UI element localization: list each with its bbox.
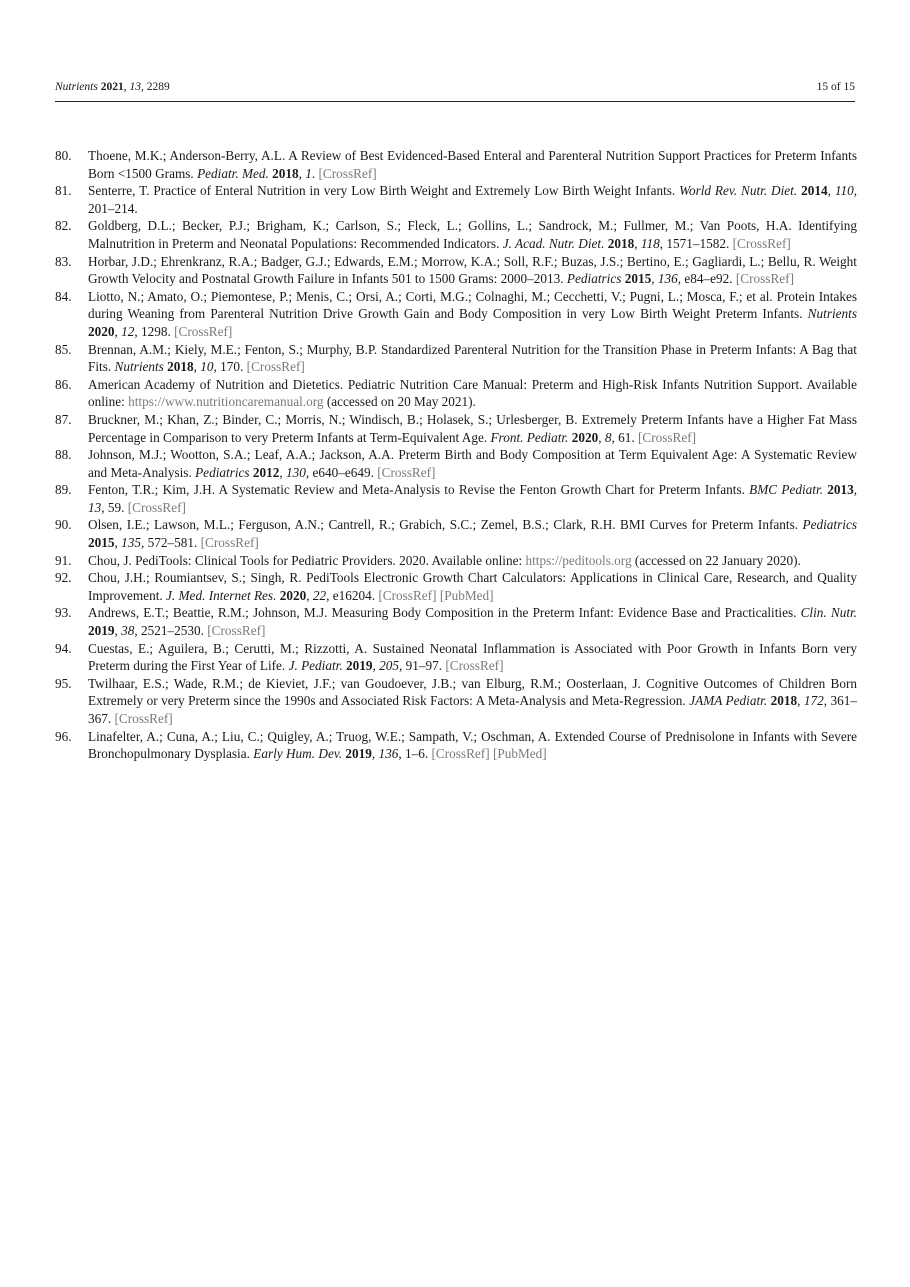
journal-title: 10: [200, 359, 214, 375]
article-number: 2289: [146, 81, 170, 93]
reference-fragment: , 59.: [101, 499, 128, 515]
reference-fragment: Chou, J. PediTools: Clinical Tools for Pediatric Providers. 2020. Available online:: [88, 552, 526, 568]
reference-number: 96.: [55, 728, 72, 744]
reference-link[interactable]: [CrossRef]: [377, 464, 436, 480]
reference-fragment: Twilhaar, E.S.; Wade, R.M.; de Kieviet, J.F.; van Goudoever, J.B.; van Elburg, R.M.; Oosterlaan, J. Cognitive Outcomes of Children Born Extremely or very Preterm since the 1990s and Associated Risk Factors: A Meta-Analysis and Meta-Regression.: [88, 675, 857, 709]
reference-fragment: Bruckner, M.; Khan, Z.; Binder, C.; Morris, N.; Windisch, B.; Holasek, S.; Urlesberger, B. Extremely Preterm Infants have a Higher Fat Mass Percentage in Comparison to very Preterm Infants at Term-Equivalent Age.: [88, 411, 857, 445]
reference-number: 80.: [55, 148, 72, 163]
journal-title: Pediatr. Med.: [197, 165, 269, 181]
publication-year: 2020: [88, 323, 115, 339]
publication-year: 2013: [827, 482, 854, 498]
reference-item: [55, 217, 857, 252]
reference-number: 92.: [55, 570, 72, 586]
publication-year: 2012: [252, 464, 280, 480]
reference-text: [88, 516, 857, 551]
journal-title: 172: [803, 693, 824, 709]
publication-year: 2018: [272, 165, 299, 181]
reference-fragment: ,: [853, 482, 858, 498]
journal-title: Pediatrics: [802, 517, 857, 533]
reference-fragment: Brennan, A.M.; Kiely, M.E.; Fenton, S.; Murphy, B.P. Standardized Parenteral Nutrition for the Transition Phase in Preterm Infants: A Bag that Fits.: [88, 341, 857, 375]
reference-fragment: Andrews, E.T.; Beattie, R.M.; Johnson, M.J. Measuring Body Composition in the Preterm Infant: Evidence Base and Practicalities.: [88, 605, 801, 621]
reference-item: [55, 728, 857, 763]
journal-year: 2021: [100, 81, 124, 93]
reference-text: [88, 411, 857, 446]
journal-title: BMC Pediatr.: [749, 482, 823, 498]
publication-year: 2019: [88, 623, 115, 639]
reference-item: [55, 411, 857, 446]
reference-item: [55, 552, 857, 570]
reference-fragment: , e640–e649.: [305, 464, 378, 480]
reference-fragment: , 361–367.: [88, 693, 858, 726]
reference-fragment: ,: [634, 235, 641, 251]
reference-fragment: Cuestas, E.; Aguilera, B.; Cerutti, M.; Rizzotti, A. Sustained Neonatal Inflammation is Associated with Poor Growth in Infants Born very Preterm during the First Year of Life.: [88, 640, 857, 674]
reference-fragment: ,: [114, 623, 122, 639]
reference-fragment: , 91–97.: [398, 658, 446, 674]
reference-fragment: ,: [827, 183, 835, 199]
journal-title: 38: [121, 623, 135, 639]
reference-number: 89.: [55, 482, 72, 498]
reference-number: 86.: [55, 376, 72, 392]
reference-number: 95.: [55, 675, 72, 691]
publication-year: 2020: [571, 429, 599, 445]
publication-year: 2014: [801, 183, 828, 199]
reference-number: 87.: [55, 411, 72, 427]
reference-fragment: (accessed on 22 January 2020).: [631, 552, 801, 568]
reference-text: [88, 341, 857, 376]
reference-fragment: ,: [306, 587, 313, 603]
reference-item: [55, 640, 857, 675]
reference-item: [55, 675, 857, 728]
journal-title: 118: [640, 235, 660, 251]
reference-fragment: ,: [372, 658, 380, 674]
reference-fragment: American Academy of Nutrition and Dietetics. Pediatric Nutrition Care Manual: Preterm and High-Risk Infants Nutrition Support. Available online:: [88, 376, 857, 410]
reference-text: [88, 728, 857, 763]
reference-fragment: , 1571–1582.: [659, 235, 733, 251]
journal-title: 136: [657, 271, 678, 287]
journal-title: 8: [604, 429, 612, 445]
reference-link[interactable]: [CrossRef]: [114, 711, 173, 726]
reference-fragment: , 201–214.: [88, 183, 858, 216]
reference-link[interactable]: [CrossRef]: [318, 165, 377, 181]
journal-volume: 13: [129, 81, 141, 93]
reference-text: [88, 147, 857, 182]
reference-link[interactable]: [PubMed]: [492, 746, 547, 762]
reference-item: [55, 341, 857, 376]
reference-text: [88, 253, 857, 288]
journal-title: World Rev. Nutr. Diet.: [679, 183, 798, 199]
reference-fragment: ,: [193, 359, 201, 375]
reference-fragment: , 1–6.: [398, 746, 432, 762]
reference-fragment: Horbar, J.D.; Ehrenkranz, R.A.; Badger, G.J.; Edwards, E.M.; Morrow, K.A.; Soll, R.F.; Buzas, J.S.; Bertino, E.; Gagliardi, L.; Bellu, R. Weight Growth Velocity and Postnatal Growth Failure in Infants 501 to 1500 Grams: 2000–2013.: [88, 253, 857, 287]
reference-number: 93.: [55, 605, 72, 621]
reference-text: [88, 376, 857, 411]
journal-title: 135: [121, 535, 141, 551]
reference-link[interactable]: [PubMed]: [439, 587, 494, 603]
publication-year: 2015: [88, 535, 115, 551]
reference-fragment: ,: [651, 271, 658, 287]
header-rule: [55, 101, 855, 102]
reference-text: [88, 288, 857, 341]
reference-fragment: Fenton, T.R.; Kim, J.H. A Systematic Review and Meta-Analysis to Revise the Fenton Growth Chart for Preterm Infants.: [88, 482, 750, 498]
reference-fragment: , 61.: [611, 429, 638, 445]
journal-title: 12: [121, 323, 135, 339]
journal-title: 110: [834, 183, 854, 199]
reference-text: [88, 481, 857, 516]
publication-year: 2018: [167, 359, 194, 375]
reference-link[interactable]: [CrossRef]: [246, 359, 305, 375]
publication-year: 2018: [770, 693, 798, 709]
reference-fragment: , 2521–2530.: [134, 623, 208, 639]
reference-link[interactable]: [CrossRef]: [207, 623, 266, 639]
reference-item: [55, 481, 857, 516]
journal-title: Clin. Nutr.: [800, 605, 857, 621]
reference-number: 91.: [55, 552, 72, 568]
journal-title: 13: [88, 499, 102, 515]
reference-fragment: ,: [114, 323, 122, 339]
reference-item: [55, 147, 857, 182]
journal-title: Front. Pediatr.: [490, 429, 569, 445]
reference-fragment: ,: [598, 429, 605, 445]
reference-text: [88, 446, 857, 481]
reference-item: [55, 569, 857, 604]
reference-fragment: Senterre, T. Practice of Enteral Nutrition in very Low Birth Weight and Extremely Low Birth Weight Infants.: [88, 183, 680, 199]
journal-name: Nutrients: [55, 81, 98, 93]
publication-year: 2020: [279, 587, 307, 603]
reference-fragment: ,: [797, 693, 804, 709]
journal-citation: Nutrients 2021, 13, 2289: [55, 81, 170, 93]
publication-year: 2019: [345, 746, 372, 762]
reference-text: [88, 675, 857, 728]
reference-item: [55, 288, 857, 341]
reference-fragment: , 1298.: [134, 323, 175, 339]
reference-item: [55, 253, 857, 288]
reference-item: [55, 446, 857, 481]
journal-title: 130: [286, 464, 306, 480]
reference-fragment: , 572–581.: [141, 535, 201, 551]
journal-title: Nutrients: [807, 306, 857, 322]
reference-fragment: (accessed on 20 May 2021).: [323, 394, 476, 410]
reference-link[interactable]: [CrossRef]: [732, 235, 791, 251]
reference-fragment: Chou, J.H.; Roumiantsev, S.; Singh, R. PediTools Electronic Growth Chart Calculators: Applications in Clinical Care, Research, and Quality Improvement.: [88, 570, 857, 603]
reference-number: 88.: [55, 447, 72, 463]
reference-fragment: ,: [371, 746, 379, 762]
reference-item: [55, 376, 857, 411]
reference-number: 84.: [55, 288, 72, 304]
page-number: 15 of 15: [816, 81, 855, 93]
reference-number: 90.: [55, 517, 72, 533]
reference-item: [55, 182, 857, 217]
reference-fragment: .: [311, 165, 319, 181]
reference-list: [55, 147, 857, 763]
journal-title: 22: [312, 587, 327, 603]
reference-link[interactable]: [CrossRef]: [445, 658, 504, 674]
reference-link[interactable]: [CrossRef]: [200, 535, 259, 551]
reference-fragment: ,: [279, 464, 286, 480]
reference-text: [88, 569, 857, 604]
reference-number: 81.: [55, 183, 72, 199]
reference-number: 83.: [55, 253, 72, 269]
reference-text: [88, 182, 857, 217]
journal-title: J. Acad. Nutr. Diet.: [502, 235, 605, 251]
reference-fragment: , e84–e92.: [677, 271, 736, 287]
publication-year: 2018: [607, 235, 635, 251]
publication-year: 2015: [624, 271, 652, 287]
publication-year: 2019: [345, 658, 373, 674]
reference-link[interactable]: [CrossRef]: [174, 323, 233, 339]
journal-title: 136: [378, 746, 399, 762]
reference-link[interactable]: https://www.nutritioncaremanual.org: [128, 394, 324, 410]
reference-link[interactable]: https://peditools.org: [525, 552, 632, 568]
journal-title: JAMA Pediatr.: [689, 693, 768, 709]
reference-fragment: ,: [114, 535, 122, 551]
journal-title: J. Med. Internet Res.: [166, 587, 277, 603]
reference-fragment: Linafelter, A.; Cuna, A.; Liu, C.; Quigley, A.; Truog, W.E.; Sampath, V.; Oschman, A. Extended Course of Prednisolone in Infants with Severe Bronchopulmonary Dysplasia.: [88, 728, 857, 762]
reference-fragment: Olsen, I.E.; Lawson, M.L.; Ferguson, A.N.; Cantrell, R.; Grabich, S.C.; Zemel, B.S.; Clark, R.H. BMI Curves for Preterm Infants.: [88, 517, 803, 533]
reference-number: 82.: [55, 218, 72, 234]
journal-title: Early Hum. Dev.: [253, 746, 343, 762]
journal-title: Pediatrics: [195, 464, 250, 480]
reference-text: [88, 217, 857, 252]
journal-title: 205: [379, 658, 399, 674]
journal-title: 1: [305, 165, 312, 181]
reference-fragment: Thoene, M.K.; Anderson-Berry, A.L. A Review of Best Evidenced-Based Enteral and Parenteral Nutrition Support Practices for Preterm Infants Born <1500 Grams.: [88, 148, 857, 181]
reference-number: 85.: [55, 341, 72, 357]
journal-title: Pediatrics: [566, 271, 622, 287]
running-header: [55, 81, 855, 99]
reference-fragment: , e16204.: [326, 587, 379, 603]
reference-fragment: Johnson, M.J.; Wootton, S.A.; Leaf, A.A.; Jackson, A.A. Preterm Birth and Body Composition at Term Equivalent Age: A Systematic Review and Meta-Analysis.: [88, 447, 857, 480]
reference-link[interactable]: [CrossRef]: [431, 746, 490, 762]
reference-link[interactable]: [CrossRef]: [735, 271, 794, 287]
reference-fragment: Goldberg, D.L.; Becker, P.J.; Brigham, K.; Carlson, S.; Fleck, L.; Gollins, L.; Sandrock, M.; Fullmer, M.; Van Poots, H.A. Identifying Malnutrition in Preterm and Neonatal Populations: Recommended Indicators.: [88, 218, 857, 251]
reference-item: [55, 604, 857, 639]
reference-number: 94.: [55, 640, 72, 656]
journal-title: J. Pediatr.: [288, 658, 343, 674]
reference-fragment: ,: [298, 165, 306, 181]
reference-text: [88, 604, 857, 639]
reference-item: [55, 516, 857, 551]
reference-link[interactable]: [CrossRef]: [378, 587, 437, 603]
reference-fragment: Liotto, N.; Amato, O.; Piemontese, P.; Menis, C.; Orsi, A.; Corti, M.G.; Colnaghi, M.; Cecchetti, V.; Pugni, L.; Mosca, F.; et al. Protein Intakes during Weaning from Parenteral Nutrition Drive Growth Gain and Body Composition in very Low Birth Weight Preterm Infants.: [88, 288, 857, 322]
reference-text: [88, 640, 857, 675]
journal-title: Nutrients: [114, 359, 164, 375]
reference-link[interactable]: [CrossRef]: [637, 429, 697, 445]
reference-link[interactable]: [CrossRef]: [127, 499, 186, 515]
reference-fragment: , 170.: [213, 359, 247, 375]
reference-text: [88, 552, 857, 570]
